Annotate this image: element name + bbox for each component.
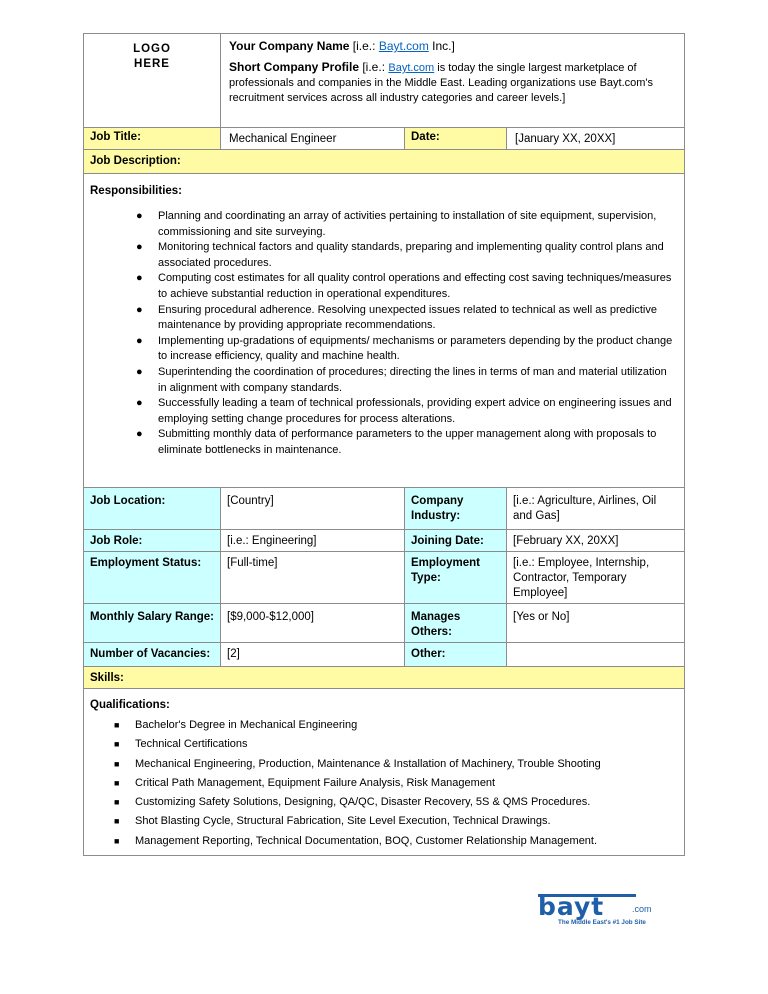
bayt-logo-graphic [536,888,686,928]
employment-status-label: Employment Status: [84,552,221,604]
list-item: ● Superintending the coordination of procedures; directing the lines in terms of man and material utilization in alignment with company standards. [136,365,667,394]
company-industry-label: Company Industry: [405,488,507,530]
logo-line-1: LOGO [133,43,171,55]
square-bullet-icon: ■ [114,739,120,750]
date-label: Date: [405,128,507,150]
list-item: ■ Bachelor's Degree in Mechanical Engineering [135,716,678,735]
qualifications-row [84,689,685,856]
bullet-icon: ● [136,272,143,285]
list-item: ■ Shot Blasting Cycle, Structural Fabrication, Site Level Execution, Technical Drawings. [135,812,678,831]
qualifications-label: Qualifications: [90,699,170,711]
date-value: [January XX, 20XX] [507,128,685,150]
skills-label: Skills: [84,667,685,689]
square-bullet-icon: ■ [114,720,120,730]
vacancies-label: Number of Vacancies: [84,643,221,667]
bayt-footer-logo [536,888,686,928]
logo-line-2: HERE [134,58,170,70]
bullet-icon: ● [136,241,143,254]
manages-others-value: [Yes or No] [507,604,685,643]
bullet-icon: ● [136,210,143,222]
detail-row [84,604,685,643]
job-title-label: Job Title: [84,128,221,150]
list-item: ● Planning and coordinating an array of activities pertaining to installation of site equipment, supervision, commissioning and site surveying. [136,210,657,238]
logo-brand-text: bayt [538,892,605,921]
square-bullet-icon: ■ [114,797,120,808]
employment-type-label: Employment Type: [405,552,507,604]
job-role-value: [i.e.: Engineering] [221,530,405,552]
company-name: Your Company Name [i.e.: Bayt.com Inc.] [229,39,455,53]
company-header-row [84,34,685,128]
manages-others-label: Manages Others: [405,604,507,643]
job-description-header-row [84,150,685,174]
bullet-icon: ● [136,334,143,347]
detail-row [84,488,685,530]
job-location-label: Job Location: [84,488,221,530]
job-location-value: [Country] [221,488,405,530]
qualifications-cell [84,689,685,856]
job-description-label: Job Description: [84,150,685,174]
list-item: ■ Customizing Safety Solutions, Designing, QA/QC, Disaster Recovery, 5S & QMS Procedures. [135,793,678,812]
job-role-label: Job Role: [84,530,221,552]
other-value [507,643,685,667]
list-item: ■ Management Reporting, Technical Documentation, BOQ, Customer Relationship Management. [135,832,678,851]
list-item: ● Ensuring procedural adherence. Resolving unexpected issues related to technical as well as predictive maintenance by providing appropriate recommendations. [136,303,657,332]
job-description-form [83,33,684,856]
employment-status-value: [Full-time] [221,552,405,604]
responsibilities-label: Responsibilities: [90,185,183,197]
joining-date-label: Joining Date: [405,530,507,552]
responsibilities-cell [84,174,685,488]
company-info-cell [221,34,685,128]
company-profile-link[interactable]: Bayt.com [388,62,435,74]
job-title-row [84,128,685,150]
list-item: ■ Critical Path Management, Equipment Failure Analysis, Risk Management [135,774,678,793]
job-title-value: Mechanical Engineer [221,128,405,150]
joining-date-value: [February XX, 20XX] [507,530,685,552]
other-label: Other: [405,643,507,667]
list-item: ● Submitting monthly data of performance parameters to the upper management along with proposals to eliminate bottlenecks in maintenance. [136,428,657,456]
bullet-icon: ● [136,397,143,410]
company-profile: Short Company Profile [i.e.: Bayt.com is today the single largest marketplace of professionals and companies in the Middle East. Leading organizations use Bayt.com's recruitment services across all industry categories and career levels.] [229,60,654,104]
square-bullet-icon: ■ [114,777,120,788]
skills-header-row [84,667,685,689]
company-name-link[interactable]: Bayt.com [378,39,429,53]
square-bullet-icon: ■ [114,758,120,769]
responsibilities-row [84,174,685,488]
logo-brand-suffix: .com [632,904,652,914]
job-description-table [83,33,685,856]
detail-row [84,530,685,552]
square-bullet-icon: ■ [114,816,120,827]
list-item: ● Successfully leading a team of technical professionals, providing expert advice on engineering issues and employing setting change procedures for process alterations. [136,397,672,425]
bullet-icon: ● [136,303,143,316]
logo-tagline: The Middle East's #1 Job Site [558,919,646,926]
list-item: ■ Mechanical Engineering, Production, Maintenance & Installation of Machinery, Trouble Shooting [135,755,678,774]
bullet-icon: ● [136,365,143,378]
employment-type-value: [i.e.: Employee, Internship, Contractor, Temporary Employee] [507,552,685,604]
company-industry-value: [i.e.: Agriculture, Airlines, Oil and Gas] [507,488,685,530]
list-item: ● Computing cost estimates for all quality control operations and effecting cost saving techniques/measures to achieve substantial reduction in operational expenditures. [136,272,672,300]
vacancies-value: [2] [221,643,405,667]
qualifications-list [90,716,678,851]
salary-range-label: Monthly Salary Range: [84,604,221,643]
detail-row [84,643,685,667]
detail-row [84,552,685,604]
responsibilities-list [90,209,678,459]
list-item: ● Monitoring technical factors and quality standards, preparing and implementing quality control plans and associated procedures. [136,241,664,269]
square-bullet-icon: ■ [114,835,120,846]
salary-range-value: [$9,000-$12,000] [221,604,405,643]
bullet-icon: ● [136,428,143,441]
logo-placeholder [84,34,221,128]
list-item: ■ Technical Certifications [135,735,678,754]
list-item: ● Implementing up-gradations of equipments/ mechanisms or parameters depending by the product change to increase efficiency, quality and machine health. [136,334,673,363]
